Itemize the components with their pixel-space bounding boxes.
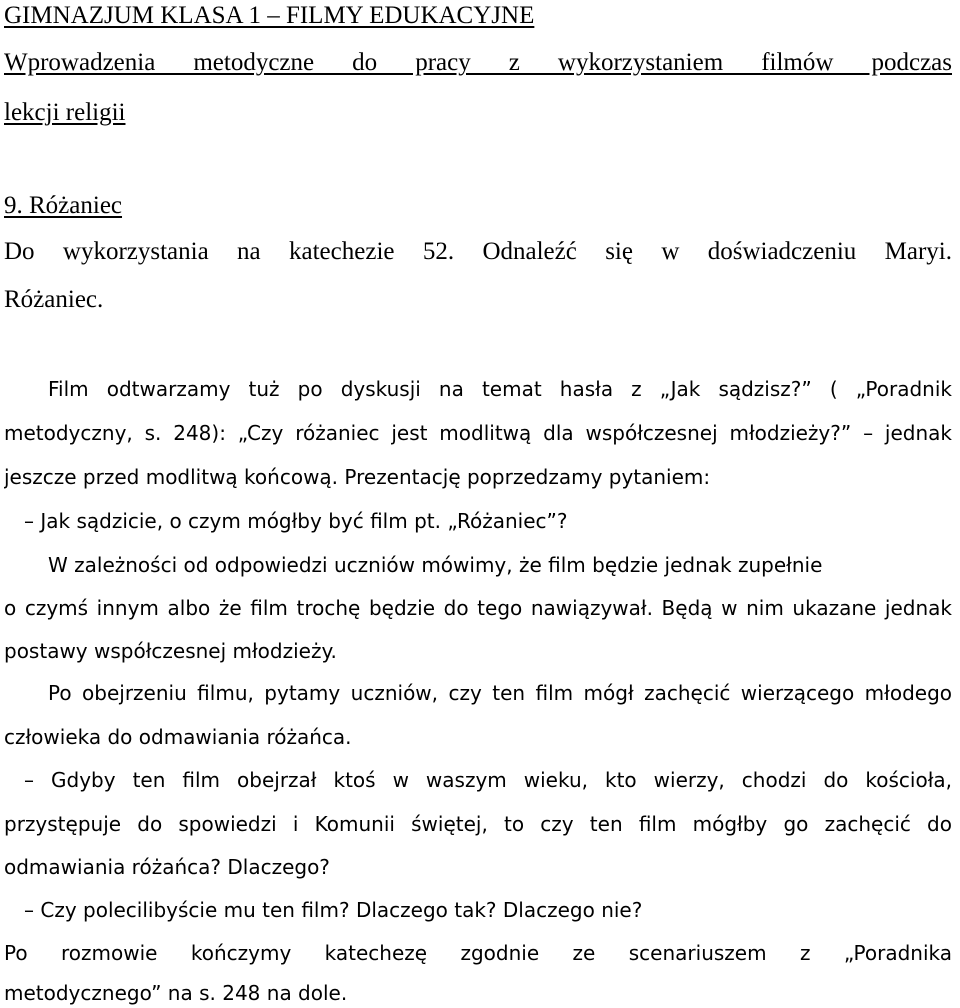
paragraph-3-line-1: Po obejrzeniu filmu, pytamy uczniów, czy ten film mógł zachęcić wierzącego młodego: [48, 681, 952, 705]
paragraph-3-line-2: człowieka do odmawiania różańca.: [4, 725, 352, 749]
paragraph-4-line-2: metodycznego” na s. 248 na dole.: [4, 981, 348, 1005]
paragraph-2-line-2: o czymś innym albo że film trochę będzie do tego nawiązywał. Będą w nim ukazane jednak: [4, 596, 952, 620]
question-1: – Jak sądzicie, o czym mógłby być film pt. „Różaniec”?: [24, 509, 568, 533]
question-2-line-1: – Gdyby ten film obejrzał ktoś w waszym wieku, kto wierzy, chodzi do kościoła,: [24, 768, 952, 792]
section-heading: 9. Różaniec: [4, 192, 123, 219]
paragraph-1-line-3: jeszcze przed modlitwą końcową. Prezentację poprzedzamy pytaniem:: [4, 465, 711, 489]
usage-note-line-1: Do wykorzystania na katechezie 52. Odnaleźć się w doświadczeniu Maryi.: [4, 238, 952, 265]
document-subtitle-line-2: lekcji religii: [4, 99, 126, 126]
usage-note-line-2: Różaniec.: [4, 286, 104, 313]
question-2-line-2: przystępuje do spowiedzi i Komunii świętej, to czy ten film mógłby go zachęcić do: [4, 812, 952, 836]
document-title: GIMNAZJUM KLASA 1 – FILMY EDUKACYJNE: [4, 2, 535, 29]
question-3: – Czy polecilibyście mu ten film? Dlaczego tak? Dlaczego nie?: [24, 898, 643, 922]
question-2-line-3: odmawiania różańca? Dlaczego?: [4, 855, 330, 879]
paragraph-2-line-3: postawy współczesnej młodzieży.: [4, 639, 337, 663]
paragraph-4-line-1: Po rozmowie kończymy katechezę zgodnie ze scenariuszem z „Poradnika: [4, 941, 952, 965]
document-subtitle-line-1: Wprowadzenia metodyczne do pracy z wykorzystaniem filmów podczas: [4, 49, 952, 76]
paragraph-1-line-2: metodyczny, s. 248): „Czy różaniec jest modlitwą dla współczesnej młodzieży?” – jednak: [4, 421, 952, 445]
paragraph-1-line-1: Film odtwarzamy tuż po dyskusji na temat hasła z „Jak sądzisz?” ( „Poradnik: [48, 377, 952, 401]
paragraph-2-line-1: W zależności od odpowiedzi uczniów mówimy, że film będzie jednak zupełnie: [48, 553, 823, 577]
